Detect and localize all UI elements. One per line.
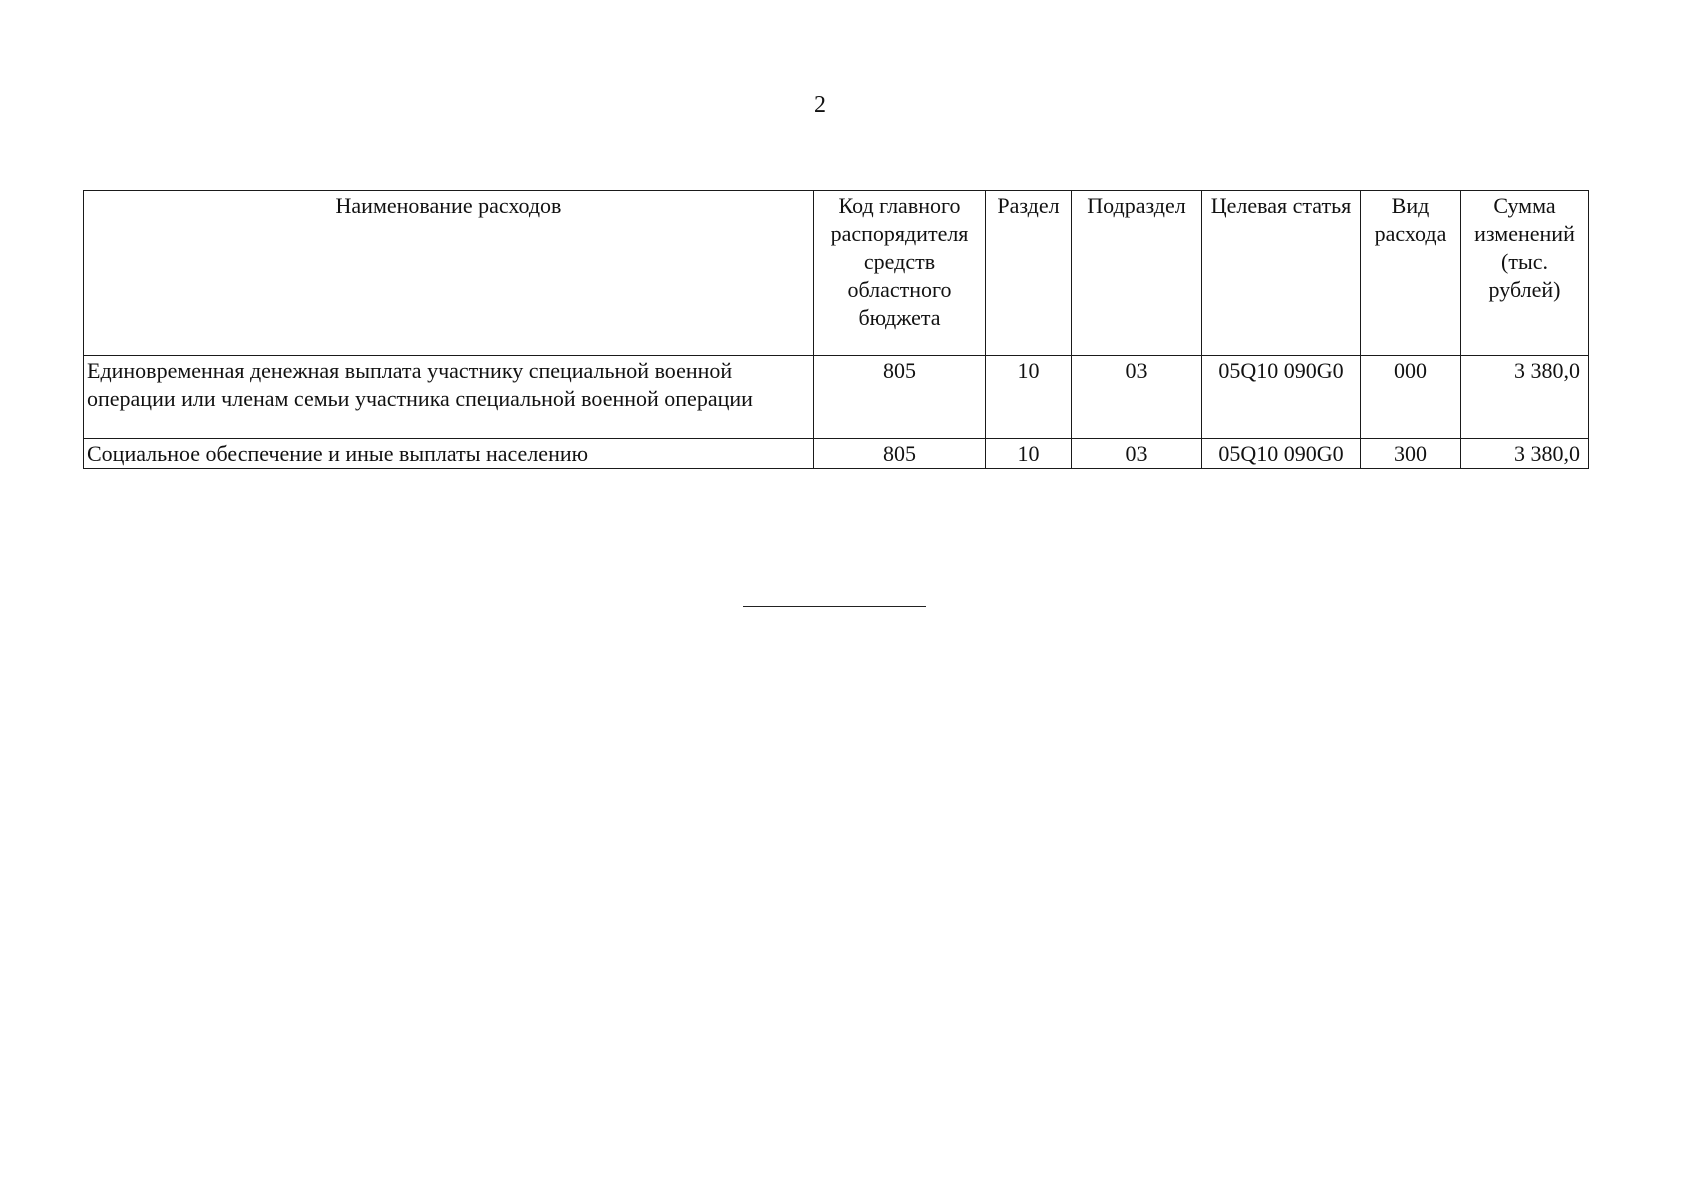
header-name: Наименование расходов (84, 191, 814, 356)
row-name: Единовременная денежная выплата участнику специальной военной операции или членам семьи участника специальной военной операции (84, 356, 814, 439)
row-amount: 3 380,0 (1461, 356, 1589, 439)
row-name: Социальное обеспечение и иные выплаты населению (84, 439, 814, 469)
row-target: 05Q10 090G0 (1202, 439, 1361, 469)
end-divider (743, 606, 926, 607)
row-subsection: 03 (1072, 439, 1202, 469)
header-amount: Сумма изменений (тыс. рублей) (1461, 191, 1589, 356)
row-amount: 3 380,0 (1461, 439, 1589, 469)
row-code: 805 (814, 439, 986, 469)
table-row (84, 439, 1589, 469)
row-subsection: 03 (1072, 356, 1202, 439)
row-expense-type: 300 (1361, 439, 1461, 469)
row-code: 805 (814, 356, 986, 439)
header-section: Раздел (986, 191, 1072, 356)
row-section: 10 (986, 439, 1072, 469)
expenses-table (83, 190, 1589, 469)
header-code: Код главного распорядителя средств областного бюджета (814, 191, 986, 356)
table-header-row (84, 191, 1589, 356)
table-row (84, 356, 1589, 439)
row-target: 05Q10 090G0 (1202, 356, 1361, 439)
row-expense-type: 000 (1361, 356, 1461, 439)
row-section: 10 (986, 356, 1072, 439)
page-number: 2 (814, 92, 826, 118)
header-expense-type: Вид расхода (1361, 191, 1461, 356)
header-subsection: Подраздел (1072, 191, 1202, 356)
header-target: Целевая статья (1202, 191, 1361, 356)
